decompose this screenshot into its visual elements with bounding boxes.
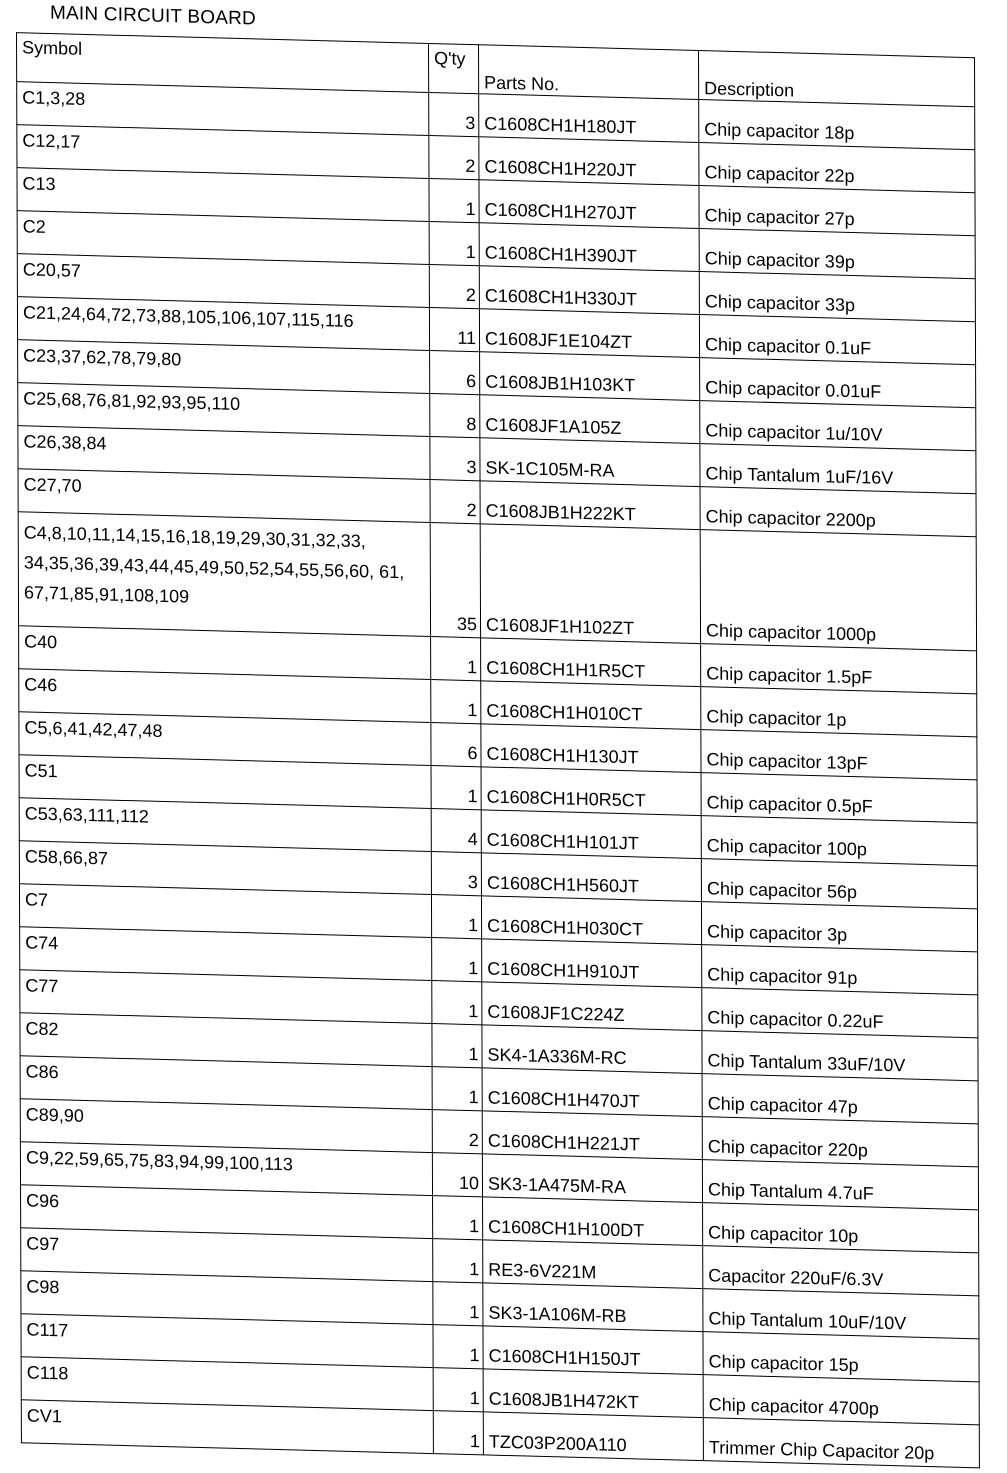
header-parts-no: Parts No. [479,45,699,100]
symbol-cell: C26,38,84 [18,426,430,480]
qty-cell: 2 [429,135,479,179]
header-description: Description [699,51,975,107]
symbol-cell: C27,70 [18,469,430,523]
parts-no-cell: C1608JF1H102ZT [480,524,700,644]
symbol-cell: C2 [17,211,429,265]
parts-no-cell: SK4-1A336M-RC [482,1025,702,1074]
symbol-cell: C53,63,111,112 [19,798,431,852]
qty-cell: 1 [432,1024,482,1068]
parts-no-cell: C1608CH1H030CT [481,896,701,945]
parts-no-cell: C1608JF1C224Z [482,982,702,1031]
qty-cell: 1 [433,1325,483,1369]
parts-no-cell: C1608CH1H221JT [482,1111,702,1160]
description-cell: Chip capacitor 1u/10V [700,401,976,451]
description-cell: Chip capacitor 0.22uF [702,988,978,1038]
header-qty: Q'ty [429,43,479,93]
parts-no-cell: C1608JB1H222KT [480,481,700,530]
parts-no-cell: C1608CH1H100DT [483,1197,703,1246]
symbol-cell: C97 [21,1228,433,1282]
symbol-cell: C74 [20,927,432,981]
page-title: MAIN CIRCUIT BOARD [50,2,256,30]
qty-cell: 1 [431,680,481,724]
symbol-cell: C4,8,10,11,14,15,16,18,19,29,30,31,32,33, 34,35,36,39,43,44,45,49,50,52,54,55,56,60, 61, 67,71,85,91,108,109 [18,512,430,637]
parts-no-cell: C1608CH1H470JT [482,1068,702,1117]
qty-cell: 2 [432,1110,482,1154]
description-cell: Chip capacitor 3p [701,902,977,952]
symbol-cell: C7 [19,884,431,938]
qty-cell: 1 [431,766,481,810]
description-cell: Trimmer Chip Capacitor 20p [703,1418,979,1468]
symbol-cell: CV1 [21,1400,433,1454]
symbol-cell: C25,68,76,81,92,93,95,110 [18,383,430,437]
symbol-cell: C12,17 [17,125,429,179]
qty-cell: 1 [433,1411,483,1455]
description-cell: Chip capacitor 47p [702,1074,978,1124]
parts-table [16,32,980,1468]
qty-cell: 1 [429,178,479,222]
description-cell: Chip capacitor 1000p [700,530,976,651]
qty-cell: 1 [433,1196,483,1240]
qty-cell: 1 [432,981,482,1025]
qty-cell: 1 [429,221,479,265]
symbol-cell: C96 [21,1185,433,1239]
qty-cell: 3 [430,436,480,480]
parts-no-cell: C1608CH1H150JT [483,1326,703,1375]
description-cell: Chip capacitor 22p [699,143,975,193]
description-cell: Chip capacitor 1p [701,687,977,737]
description-cell: Chip Tantalum 1uF/16V [700,444,976,494]
parts-no-cell: C1608CH1H130JT [481,724,701,773]
parts-no-cell: C1608JF1E104ZT [479,309,699,358]
description-cell: Chip capacitor 0.01uF [700,358,976,408]
parts-no-cell: C1608JB1H103KT [480,352,700,401]
description-cell: Chip capacitor 56p [701,859,977,909]
description-cell: Chip capacitor 15p [703,1332,979,1382]
parts-no-cell: C1608CH1H010CT [481,681,701,730]
symbol-cell: C20,57 [17,254,429,308]
qty-cell: 10 [432,1153,482,1197]
symbol-cell: C13 [17,168,429,222]
parts-no-cell: C1608JF1A105Z [480,395,700,444]
symbol-cell: C117 [21,1314,433,1368]
parts-no-cell: C1608CH1H0R5CT [481,767,701,816]
parts-no-cell: SK3-1A475M-RA [482,1154,702,1203]
description-cell: Chip capacitor 18p [699,100,975,150]
symbol-cell: C46 [19,669,431,723]
qty-cell: 1 [432,938,482,982]
qty-cell: 2 [430,479,480,523]
parts-no-cell: RE3-6V221M [483,1240,703,1289]
symbol-cell: C9,22,59,65,75,83,94,99,100,113 [20,1142,432,1196]
symbol-cell: C58,66,87 [19,841,431,895]
qty-cell: 1 [432,1067,482,1111]
qty-cell: 3 [429,92,479,136]
symbol-cell: C89,90 [20,1099,432,1153]
description-cell: Chip capacitor 2200p [700,487,976,537]
qty-cell: 4 [431,809,481,853]
qty-cell: 1 [433,1239,483,1283]
description-cell: Chip capacitor 220p [702,1117,978,1167]
qty-cell: 11 [429,307,479,351]
parts-no-cell: C1608CH1H910JT [482,939,702,988]
symbol-cell: C118 [21,1357,433,1411]
symbol-cell: C40 [19,626,431,680]
description-cell: Chip capacitor 4700p [703,1375,979,1425]
description-cell: Chip Tantalum 10uF/10V [703,1289,979,1339]
description-cell: Chip capacitor 0.5pF [701,773,977,823]
parts-no-cell: C1608CH1H1R5CT [481,638,701,687]
qty-cell: 1 [431,637,481,681]
description-cell: Chip capacitor 0.1uF [699,315,975,365]
symbol-cell: C98 [21,1271,433,1325]
symbol-cell: C1,3,28 [17,82,429,136]
qty-cell: 8 [430,393,480,437]
parts-no-cell: TZC03P200A110 [483,1412,703,1461]
qty-cell: 6 [430,350,480,394]
qty-cell: 6 [431,723,481,767]
description-cell: Chip capacitor 13pF [701,730,977,780]
parts-no-cell: C1608CH1H560JT [481,853,701,902]
parts-no-cell: C1608CH1H101JT [481,810,701,859]
qty-cell: 3 [431,852,481,896]
parts-no-cell: SK3-1A106M-RB [483,1283,703,1332]
parts-no-cell: C1608CH1H390JT [479,223,699,272]
description-cell: Chip capacitor 91p [702,945,978,995]
parts-no-cell: C1608CH1H270JT [479,180,699,229]
description-cell: Capacitor 220uF/6.3V [703,1246,979,1296]
symbol-cell: C82 [20,1013,432,1067]
description-cell: Chip Tantalum 4.7uF [702,1160,978,1210]
description-cell: Chip capacitor 33p [699,272,975,322]
parts-no-cell: C1608CH1H220JT [479,137,699,186]
qty-cell: 1 [431,895,481,939]
description-cell: Chip capacitor 27p [699,186,975,236]
description-cell: Chip capacitor 1.5pF [701,644,977,694]
parts-no-cell: C1608CH1H180JT [479,94,699,143]
symbol-cell: C51 [19,755,431,809]
qty-cell: 35 [430,522,480,637]
qty-cell: 2 [429,264,479,308]
parts-no-cell: SK-1C105M-RA [480,438,700,487]
qty-cell: 1 [433,1368,483,1412]
qty-cell: 1 [433,1282,483,1326]
symbol-cell: C77 [20,970,432,1024]
description-cell: Chip capacitor 39p [699,229,975,279]
description-cell: Chip capacitor 100p [701,816,977,866]
header-symbol: Symbol [17,33,429,93]
parts-no-cell: C1608CH1H330JT [479,266,699,315]
symbol-cell: C5,6,41,42,47,48 [19,712,431,766]
description-cell: Chip capacitor 10p [703,1203,979,1253]
symbol-cell: C23,37,62,78,79,80 [18,340,430,394]
parts-no-cell: C1608JB1H472KT [483,1369,703,1418]
symbol-cell: C21,24,64,72,73,88,105,106,107,115,116 [17,297,429,351]
symbol-cell: C86 [20,1056,432,1110]
description-cell: Chip Tantalum 33uF/10V [702,1031,978,1081]
